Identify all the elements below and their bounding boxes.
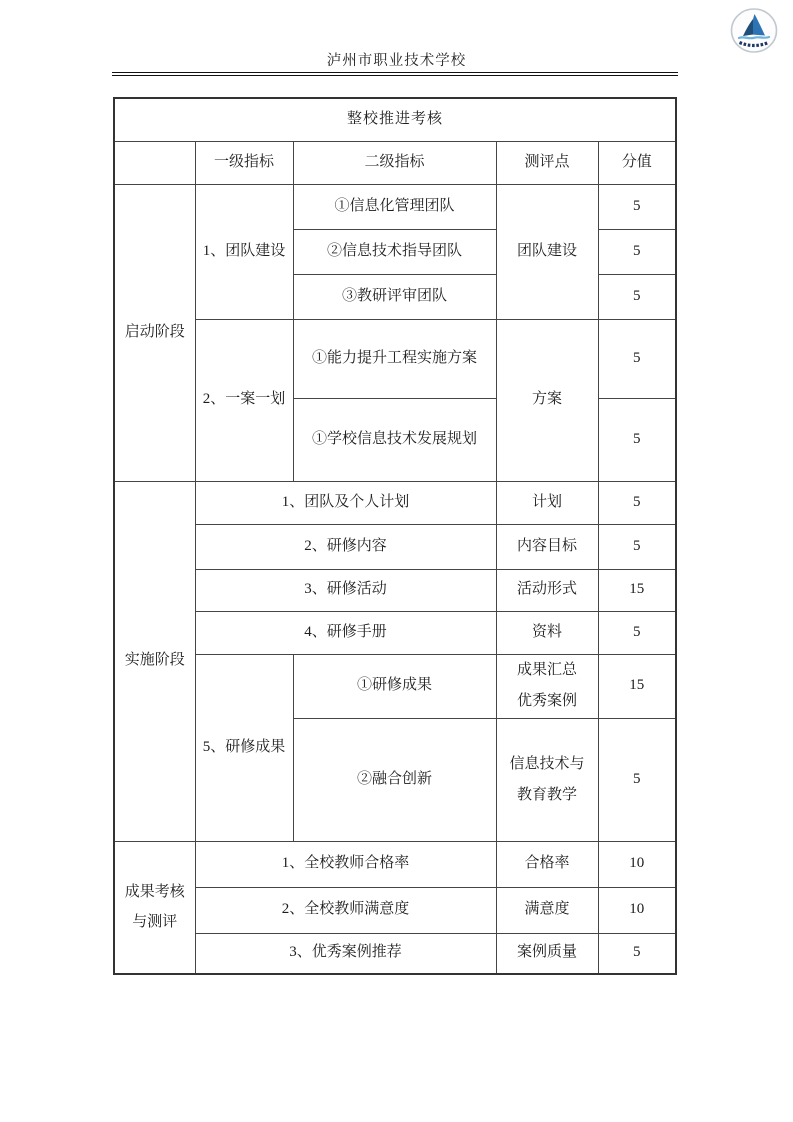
cell-point: 资料 bbox=[496, 611, 598, 654]
cell-phase-implementation: 实施阶段 bbox=[114, 481, 195, 841]
col-header-level2: 二级指标 bbox=[293, 141, 496, 184]
cell-score: 10 bbox=[598, 841, 676, 887]
cell-phase-launch: 启动阶段 bbox=[114, 184, 195, 481]
cell-score: 5 bbox=[598, 524, 676, 569]
cell-score: 5 bbox=[598, 933, 676, 974]
water-waves bbox=[739, 37, 769, 38]
cell-indicator: 4、研修手册 bbox=[195, 611, 496, 654]
page-header-school-name: 泸州市职业技术学校 bbox=[326, 53, 467, 69]
cell-point: 计划 bbox=[496, 481, 598, 524]
cell-score: 5 bbox=[598, 229, 676, 274]
cell-item: ②融合创新 bbox=[293, 718, 496, 841]
cell-score: 5 bbox=[598, 611, 676, 654]
col-header-score: 分值 bbox=[598, 141, 676, 184]
cell-point: 案例质量 bbox=[496, 933, 598, 974]
cell-point: 信息技术与 教育教学 bbox=[496, 718, 598, 841]
cell-phase-assessment: 成果考核 与测评 bbox=[114, 841, 195, 974]
col-header-level1: 一级指标 bbox=[195, 141, 293, 184]
cell-indicator: 2、研修内容 bbox=[195, 524, 496, 569]
cell-item: ①研修成果 bbox=[293, 654, 496, 718]
cell-item: ①学校信息技术发展规划 bbox=[293, 398, 496, 481]
cell-item: ①信息化管理团队 bbox=[293, 184, 496, 229]
cell-point: 活动形式 bbox=[496, 569, 598, 611]
assessment-table bbox=[113, 97, 677, 975]
cell-item: ②信息技术指导团队 bbox=[293, 229, 496, 274]
table-title: 整校推进考核 bbox=[114, 98, 676, 141]
cell-indicator: 3、研修活动 bbox=[195, 569, 496, 611]
cell-indicator: 2、全校教师满意度 bbox=[195, 887, 496, 933]
cell-indicator-team-building: 1、团队建设 bbox=[195, 184, 293, 319]
cell-score: 5 bbox=[598, 718, 676, 841]
header-rule bbox=[112, 58, 678, 76]
cell-indicator: 3、优秀案例推荐 bbox=[195, 933, 496, 974]
col-header-point: 测评点 bbox=[496, 141, 598, 184]
cell-point-plan: 方案 bbox=[496, 319, 598, 481]
cell-score: 5 bbox=[598, 398, 676, 481]
cell-point: 合格率 bbox=[496, 841, 598, 887]
cell-point: 成果汇总 优秀案例 bbox=[496, 654, 598, 718]
cell-point: 内容目标 bbox=[496, 524, 598, 569]
school-logo-icon bbox=[730, 8, 778, 54]
cell-indicator: 1、全校教师合格率 bbox=[195, 841, 496, 887]
cell-point: 满意度 bbox=[496, 887, 598, 933]
cell-score: 5 bbox=[598, 481, 676, 524]
col-header-phase bbox=[114, 141, 195, 184]
cell-indicator: 1、团队及个人计划 bbox=[195, 481, 496, 524]
cell-indicator-research-results: 5、研修成果 bbox=[195, 654, 293, 841]
cell-score: 15 bbox=[598, 569, 676, 611]
cell-score: 15 bbox=[598, 654, 676, 718]
cell-indicator-plan: 2、一案一划 bbox=[195, 319, 293, 481]
cell-score: 5 bbox=[598, 184, 676, 229]
cell-item: ③教研评审团队 bbox=[293, 274, 496, 319]
cell-item: ①能力提升工程实施方案 bbox=[293, 319, 496, 398]
cell-score: 5 bbox=[598, 319, 676, 398]
cell-point-team-building: 团队建设 bbox=[496, 184, 598, 319]
cell-score: 5 bbox=[598, 274, 676, 319]
cell-score: 10 bbox=[598, 887, 676, 933]
